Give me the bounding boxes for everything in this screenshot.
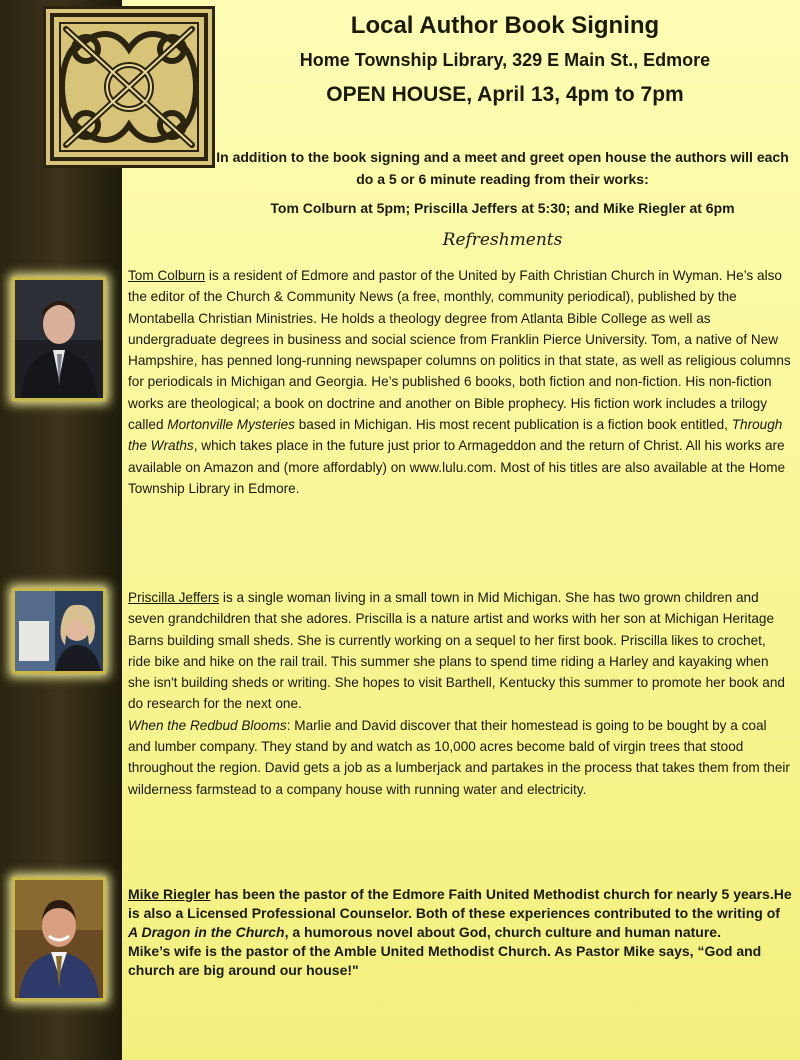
event-location: Home Township Library, 329 E Main St., Edmore bbox=[299, 50, 711, 70]
book-title: Mortonville Mysteries bbox=[167, 417, 295, 433]
celtic-knot-icon bbox=[43, 6, 215, 168]
event-datetime: OPEN HOUSE, April 13, 4pm to 7pm bbox=[326, 83, 684, 106]
event-title: Local Author Book Signing bbox=[350, 12, 660, 39]
intro-text: In addition to the book signing and a meet and greet open house the authors will each do a 5 or 6 minute reading from their works: bbox=[216, 149, 789, 187]
bio-text: based in Michigan. His most recent publication is a fiction book entitled, bbox=[294, 417, 732, 433]
author-name: Mike Riegler bbox=[128, 886, 211, 902]
bio-text: is a single woman living in a small town in Mid Michigan. She has two grown children and seven grandchildren that she adores. Priscilla is a nature artist and works with her son at Michigan Heritage Barns building small sheds. She is currently working on a sequel to her first book. Priscilla likes to crochet, ride bike and hike on the rail trail. This summer she plans to spend time riding a Harley and kayaking when she isn't building sheds or writing. She hopes to visit Barthell, Kentucky this summer to promote her book and do research for the next one. bbox=[128, 590, 785, 712]
bio-text: , a humorous novel about God, church culture and human nature. bbox=[284, 924, 721, 940]
bio-tom bbox=[128, 265, 792, 499]
book-title: Through the Wraths bbox=[128, 417, 783, 454]
book-title: A Dragon in the Church bbox=[128, 924, 285, 940]
bio-quote: Mike’s wife is the pastor of the Amble United Methodist Church. As Pastor Mike says, “God and church are big around our house!" bbox=[128, 943, 762, 978]
book-title: When the Redbud Blooms bbox=[128, 717, 287, 733]
author-name: Tom Colburn bbox=[128, 268, 206, 283]
bio-text: has been the pastor of the Edmore Faith United Methodist church for nearly 5 years.He is also a Licensed Professional Counselor. Both of these experiences contributed to the writing of bbox=[128, 886, 792, 921]
author-portrait-icon bbox=[15, 591, 103, 671]
author-portrait-icon bbox=[15, 280, 103, 398]
author-name: Priscilla Jeffers bbox=[128, 590, 220, 605]
author-photo-mike bbox=[12, 877, 106, 1001]
author-photo-tom bbox=[12, 277, 106, 401]
author-photo-priscilla bbox=[12, 588, 106, 674]
bio-text: is a resident of Edmore and pastor of the United by Faith Christian Church in Wyman. He’s also the editor of the Church & Community News (a free, monthly, community periodical), published by the Montabella Christian Ministries. He holds a theology degree from Atlanta Bible College as well as undergraduate degrees in business and social science from Franklin Pierce University. Tom, a native of New Hampshire, has penned long-running newspaper columns on politics in that state, as well as religious columns for periodicals in Michigan and Georgia. He’s published 6 books, both fiction and non-fiction. His non-fiction works are theological; a book on doctrine and another on Bible prophecy. His fiction work includes a trilogy called bbox=[128, 268, 791, 433]
author-portrait-icon bbox=[15, 880, 103, 998]
header bbox=[225, 10, 785, 110]
reading-schedule: Tom Colburn at 5pm; Priscilla Jeffers at 5:30; and Mike Riegler at 6pm bbox=[270, 200, 735, 216]
bio-priscilla bbox=[128, 587, 792, 800]
bio-text: , which takes place in the future just prior to Armageddon and the return of Christ. All his works are available on Amazon and (more affordably) on www.lulu.com. Most of his titles are also available at the Home Township Library in Edmore. bbox=[128, 438, 786, 496]
book-synopsis: : Marlie and David discover that their homestead is going to be bought by a coal and lumber company. They stand by and watch as 10,000 acres become bald of virgin trees that stood throughout the region. David gets a job as a lumberjack and partakes in the process that takes them from their wilderness farmstead to a company house with running water and electricity. bbox=[128, 717, 790, 797]
refreshments-note: Refreshments bbox=[442, 230, 563, 250]
bio-mike bbox=[128, 885, 792, 980]
